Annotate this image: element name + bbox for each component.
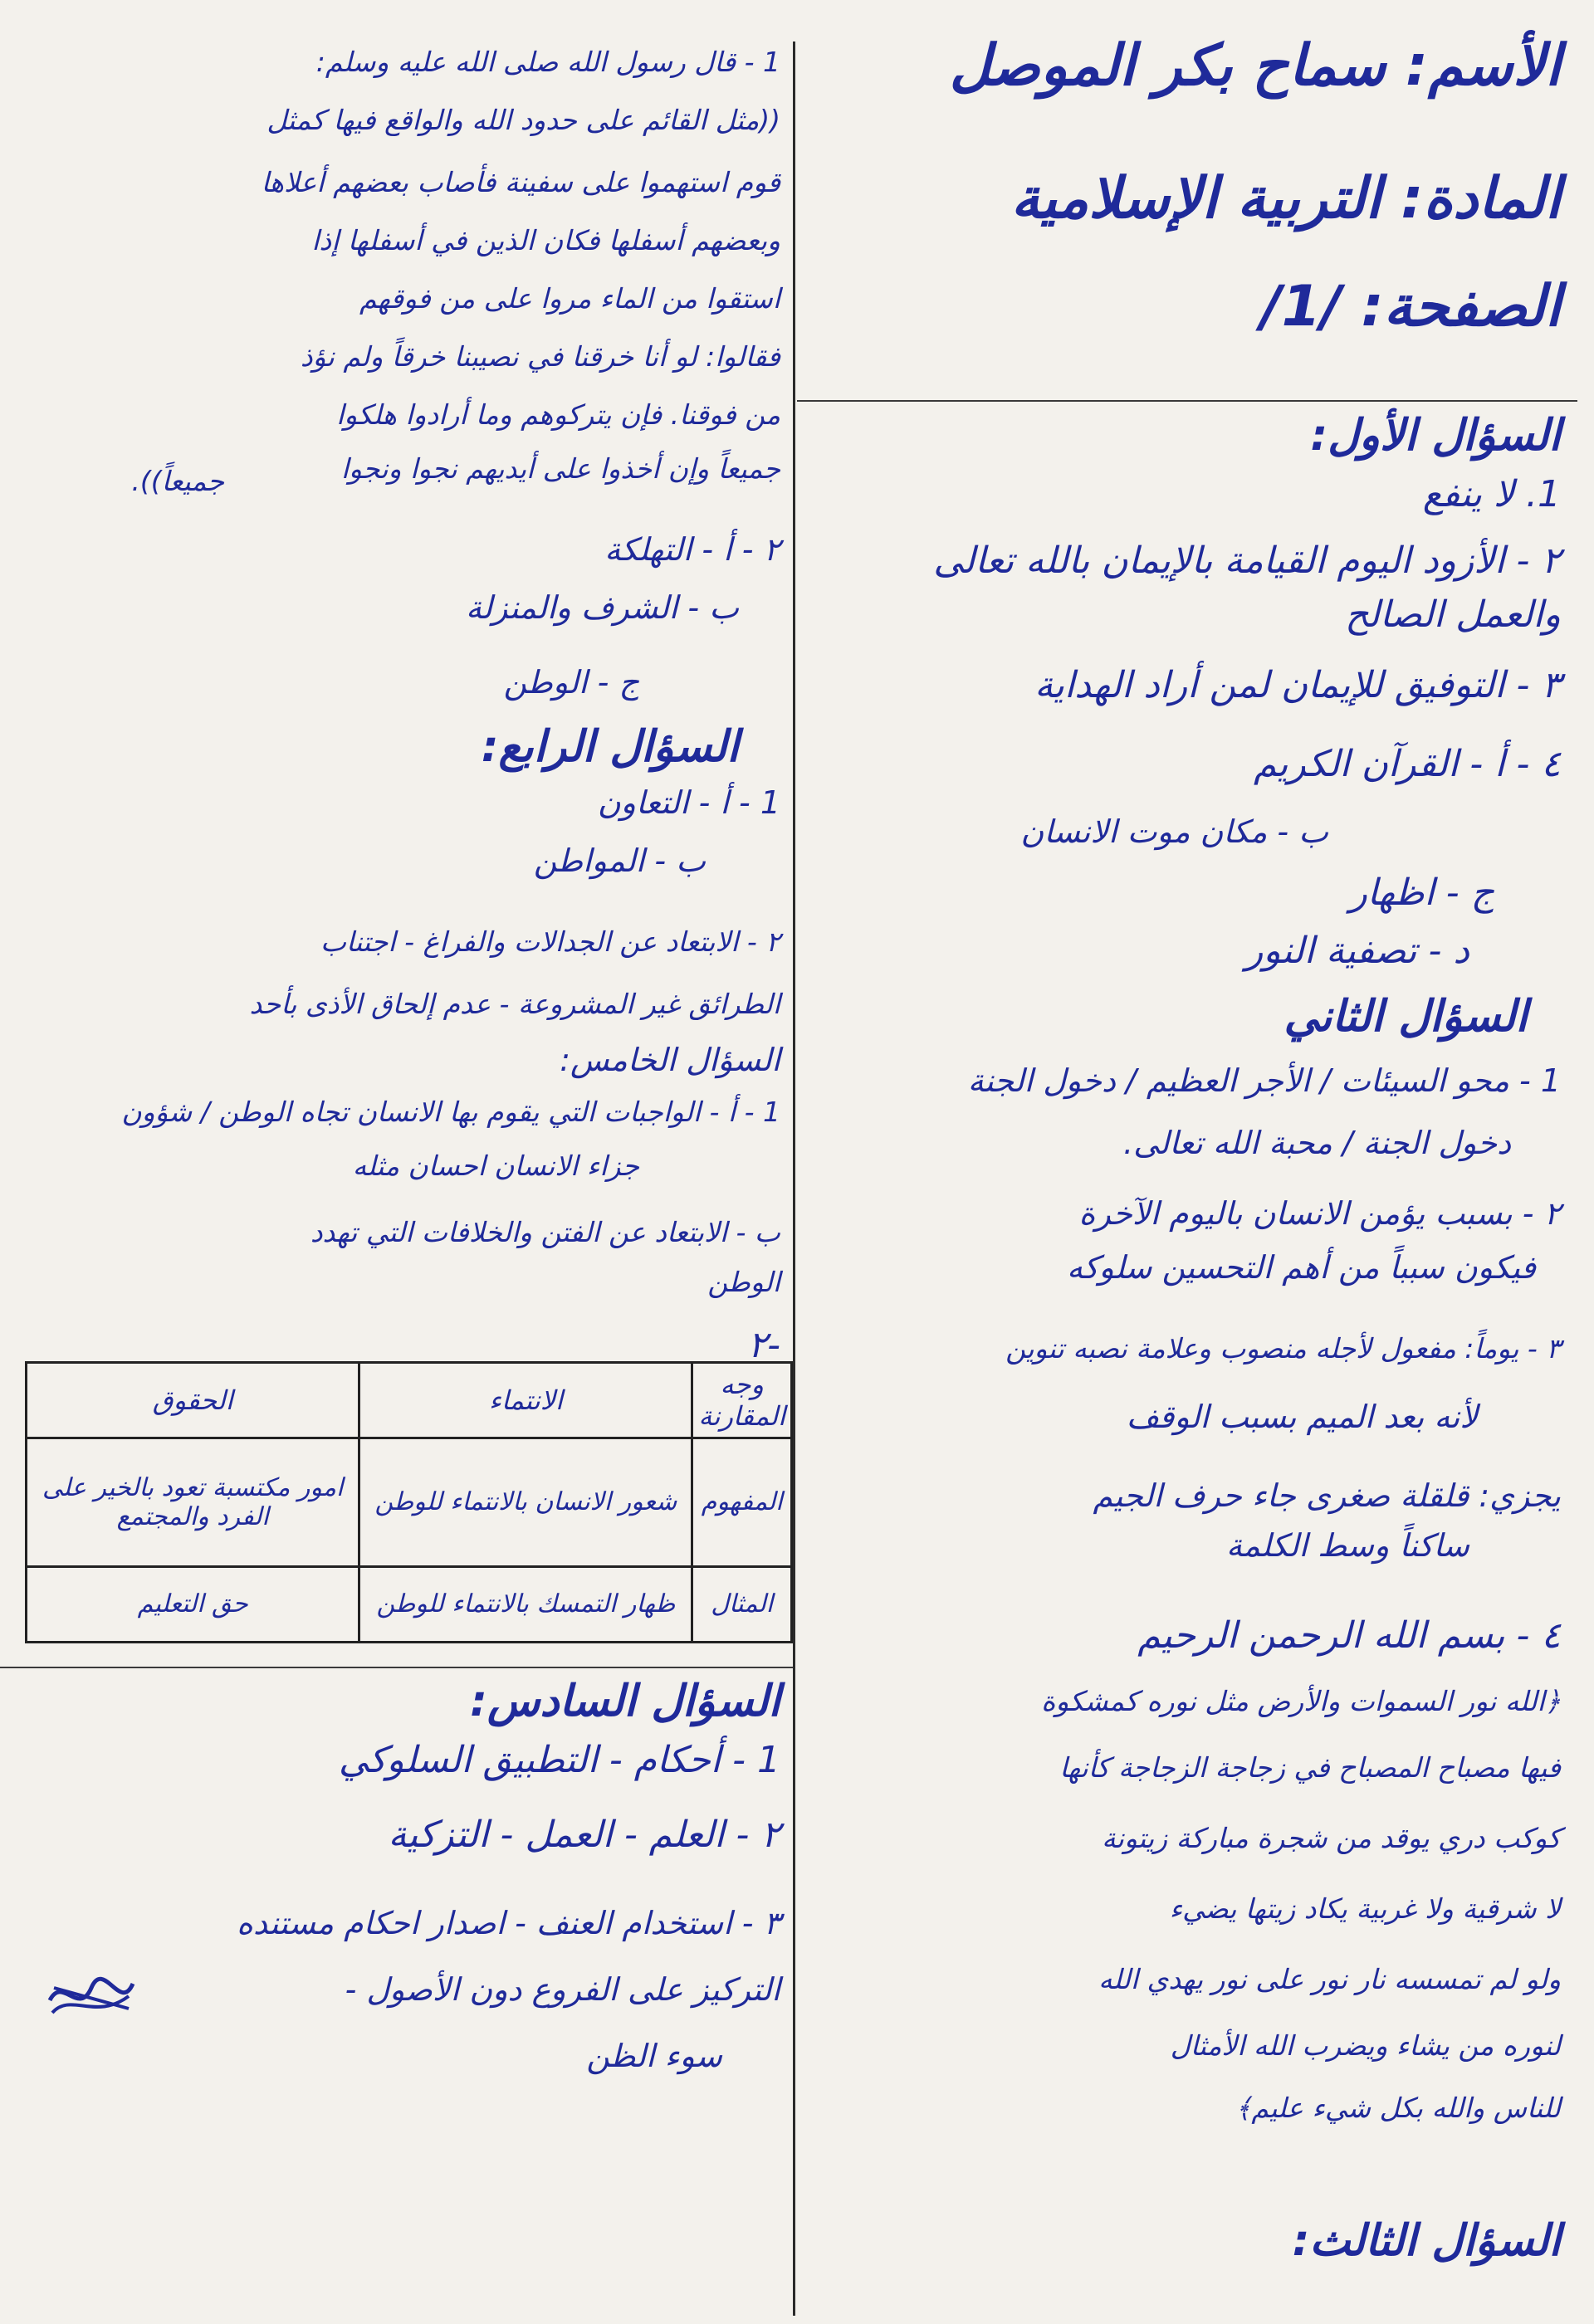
hadith-line: من فوقنا. فإن يتركوهم وما أرادوا هلكوا — [336, 398, 780, 431]
table-cell: حق التعليم — [27, 1566, 359, 1642]
q3-answer: ٢ - أ - التهلكة — [604, 531, 780, 568]
hadith-line: وبعضهم أسفلها فكان الذين في أسفلها إذا — [311, 224, 780, 256]
q1-answer: د - تصفية النور — [1245, 930, 1469, 972]
hadith-line: جميعاً وإن أخذوا على أيديهم نجوا ونجوا — [340, 452, 780, 485]
q4-answer: 1 - أ - التعاون — [597, 784, 780, 821]
table-header-cell: وجه المقارنة — [692, 1363, 792, 1438]
table-cell: شعور الانسان بالانتماء للوطن — [359, 1438, 692, 1567]
q2-answer: دخول الجنة / محبة الله تعالى. — [1123, 1125, 1511, 1161]
q1-answer: ٤ - أ - القرآن الكريم — [1254, 743, 1561, 785]
table-header-cell: الانتماء — [359, 1363, 692, 1438]
comparison-table — [25, 1361, 793, 1643]
table-cell: المفهوم — [692, 1438, 792, 1567]
verse-line: فيها مصباح المصباح في زجاجة الزجاجة كأنها — [1059, 1751, 1561, 1784]
header-divider — [797, 400, 1577, 402]
table-cell: ظهار التمسك بالانتماء للوطن — [359, 1566, 692, 1642]
q3-title: السؤال الثالث: — [1292, 2216, 1561, 2266]
q2-answer: ٣ - يوماً: مفعول لأجله منصوب وعلامة نصبه تنوين — [1005, 1332, 1561, 1365]
crossed-out-scribble — [46, 1967, 137, 2025]
q5-answer: جزاء الانسان احسان مثله — [352, 1150, 639, 1182]
q6-title: السؤال السادس: — [470, 1677, 780, 1726]
table-cell: المثال — [692, 1566, 792, 1642]
verse-line: ولو لم تمسسه نار نور على نور يهدي الله — [1098, 1963, 1561, 1995]
hadith-line: قوم استهموا على سفينة فأصاب بعضهم أعلاها — [261, 166, 780, 198]
verse-line: كوكب دري يوقد من شجرة مباركة زيتونة — [1102, 1822, 1561, 1854]
q6-answer: ٢ - العلم - العمل - التزكية — [388, 1814, 780, 1856]
q3-answer: ب - الشرف والمنزلة — [466, 589, 739, 626]
q4-answer: الطرائق غير المشروعة - عدم إلحاق الأذى بأحد — [249, 988, 780, 1020]
q5-title: السؤال الخامس: — [560, 1042, 780, 1078]
page-number: الصفحة: /1/ — [1260, 274, 1561, 339]
table-cell: امور مكتسبة تعود بالخير على الفرد والمجتمع — [27, 1438, 359, 1567]
q2-answer: 1 - محو السيئات / الأجر العظيم / دخول الجنة — [967, 1062, 1561, 1099]
verse-line: لا شرقية ولا غربية يكاد زيتها يضيء — [1169, 1892, 1561, 1925]
q1-answer: والعمل الصالح — [1345, 593, 1561, 636]
q1-answer: ٢ - الأزود اليوم القيامة بالإيمان بالله تعالى — [933, 540, 1561, 582]
q1-answer: 1. لا ينفع — [1422, 473, 1561, 515]
verse-line: لنوره من يشاء ويضرب الله الأمثال — [1170, 2029, 1561, 2062]
column-divider — [793, 42, 795, 2316]
hadith-line: جميعاً)). — [131, 465, 224, 497]
table-header-cell: الحقوق — [27, 1363, 359, 1438]
subject-name: المادة: التربية الإسلامية — [1010, 166, 1561, 232]
q2-answer: ٢ - بسبب يؤمن الانسان باليوم الآخرة — [1078, 1195, 1561, 1232]
q6-answer: 1 - أحكام - التطبيق السلوكي — [338, 1739, 780, 1781]
hadith-line: فقالوا: لو أنا خرقنا في نصيبنا خرقاً ولم نؤذ — [300, 340, 780, 373]
hadith-line: ((مثل القائم على حدود الله والواقع فيها كمثل — [266, 104, 780, 136]
q1-answer: ٣ - التوفيق للإيمان لمن أراد الهداية — [1034, 664, 1561, 706]
table-row — [27, 1438, 792, 1567]
table-row — [27, 1566, 792, 1642]
verse-line: ﴿الله نور السموات والأرض مثل نوره كمشكوة — [1041, 1685, 1561, 1717]
q6-answer: سوء الظن — [586, 2038, 722, 2074]
q6-answer: ٣ - استخدام العنف - اصدار احكام مستنده — [237, 1905, 780, 1941]
q4-title: السؤال الرابع: — [481, 722, 739, 772]
student-name: الأسم: سماح بكر الموصل — [949, 33, 1561, 99]
q6-answer: التركيز على الفروع دون الأصول - — [345, 1971, 780, 2008]
q2-answer: يجزي: قلقلة صغرى جاء حرف الجيم — [1093, 1477, 1561, 1514]
table-divider — [0, 1667, 793, 1668]
q5-answer: الوطن — [707, 1266, 780, 1298]
q2-answer: فيكون سبباً من أهم التحسين سلوكه — [1066, 1249, 1536, 1286]
q5-answer: 1 - أ - الواجبات التي يقوم بها الانسان تجاه الوطن / شؤون — [121, 1096, 780, 1128]
q5-answer: ب - الابتعاد عن الفتن والخلافات التي تهدد — [310, 1216, 780, 1248]
verse-line: للناس والله بكل شيء عليم﴾ — [1235, 2092, 1561, 2124]
q2-answer: ٤ - بسم الله الرحمن الرحيم — [1137, 1614, 1561, 1657]
table-label: -٢ — [747, 1324, 780, 1366]
q1-answer: ج - اظهار — [1349, 872, 1494, 914]
table-header-row — [27, 1363, 792, 1438]
q3-answer: ج - الوطن — [503, 664, 639, 701]
q4-answer: ب - المواطن — [533, 842, 706, 879]
hadith-line: استقوا من الماء مروا على من فوقهم — [359, 282, 780, 315]
q1-title: السؤال الأول: — [1310, 411, 1561, 461]
q2-title: السؤال الثاني — [1284, 992, 1528, 1042]
q2-answer: ساكناً وسط الكلمة — [1225, 1527, 1469, 1564]
q1-answer: ب - مكان موت الانسان — [1020, 813, 1328, 850]
q4-answer: ٢ - الابتعاد عن الجدالات والفراغ - اجتناب — [320, 925, 780, 958]
hadith-line: 1 - قال رسول الله صلى الله عليه وسلم: — [315, 46, 780, 78]
q2-answer: لأنه بعد الميم بسبب الوقف — [1126, 1399, 1478, 1435]
